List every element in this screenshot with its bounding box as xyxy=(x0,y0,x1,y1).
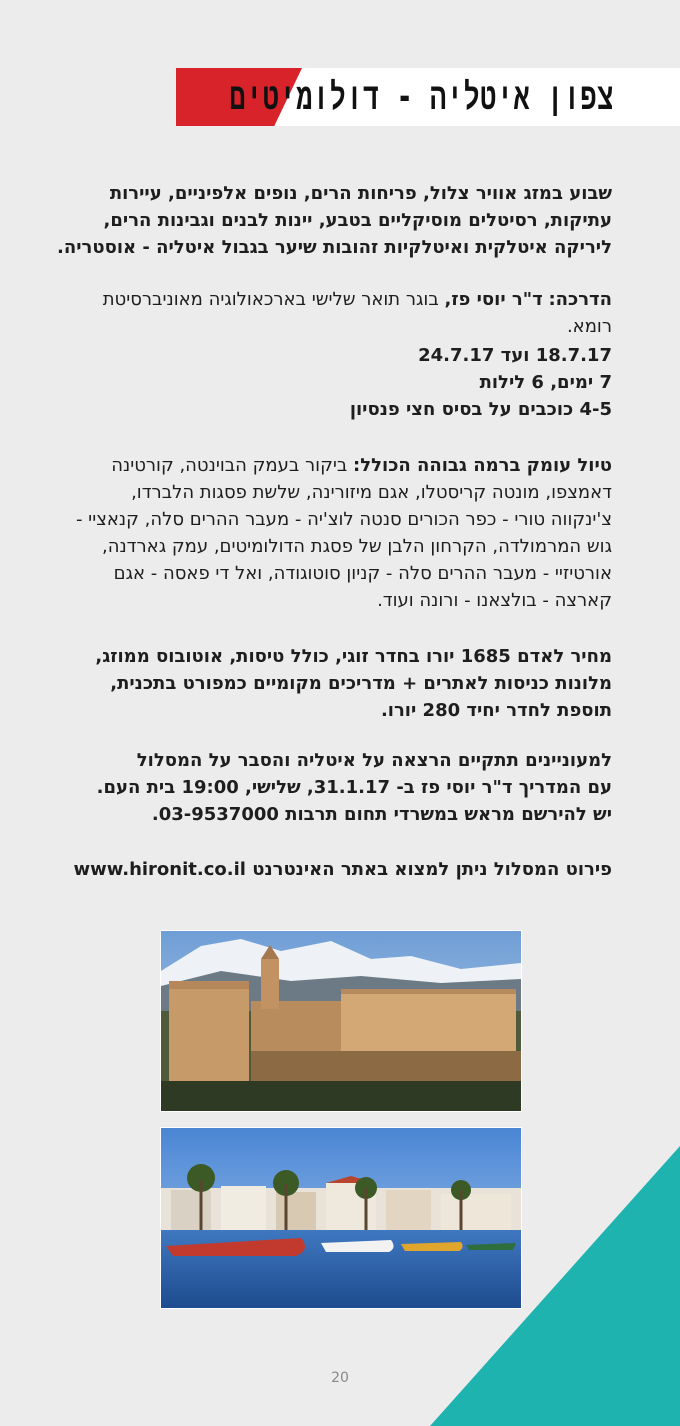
trip-duration: 7 ימים, 6 לילות xyxy=(479,372,612,393)
route-label: טיול עומק ברמה גבוהה הכולל: xyxy=(353,455,612,476)
price-paragraph: מחיר לאדם 1685 יורו בחדר זוגי, כולל טיסות, אוטובוס ממוזג, מלונות כניסות לאתרים + מדריכים מקומיים כמפורט בתכנית, תוספת לחדר יחיד 280 יורו. xyxy=(95,646,612,721)
lecture-line-2: עם המדריך ד"ר יוסי פז ב- 31.1.17, שלישי, 19:00 בית העם. xyxy=(96,777,612,798)
website-line xyxy=(52,856,612,883)
guide-paragraph xyxy=(52,286,612,340)
lecture-paragraph xyxy=(52,747,612,828)
trip-details xyxy=(212,342,612,423)
trip-hotel: 4-5 כוכבים על בסיס חצי פנסיון xyxy=(349,399,612,420)
website-url[interactable]: www.hironit.co.il xyxy=(73,859,246,880)
guide-description: בוגר תואר שלישי בארכאולוגיה מאוניברסיטת רומא. xyxy=(102,289,612,337)
photo-harbour-boats xyxy=(160,1127,522,1309)
route-paragraph xyxy=(67,452,612,614)
photo-palace-mountains xyxy=(160,930,522,1112)
trip-dates: 18.7.17 ועד 24.7.17 xyxy=(418,345,612,366)
page-title: צפון איטליה - דולומיטים xyxy=(229,75,614,118)
intro-paragraph: שבוע במזג אוויר צלול, פריחות הרים, נופים אלפיניים, עיירות עתיקות, רסיטלים מוסיקליים בטבע, יינות לבנים וגבינות הרים, ליריקה איטלקית ואיטלקיות זהובות שיער בגבול איטליה - אוסטריה. xyxy=(57,183,612,258)
lecture-line-1: למעוניינים תתקיים הרצאה על איטליה והסבר על המסלול xyxy=(136,750,612,771)
lecture-line-3: יש להירשם מראש במשרדי תחום תרבות 03-9537000. xyxy=(151,804,612,825)
route-text: ביקור בעמק הבוינטה, קורטינה דאמצפו, מונטה קריסטלו, אגם מיזורינה, שלשת פסגות הלברדו, צ'ינקווה טורי - כפר הכורים סנטה לוצ'יה - מעבר ההרים סלה, קנאציי - גוש המרמולדה, הקרחון הלבן של פסגת הדולומיטים, עמק גארדנה, אורטיזיי - מעבר ההרים סלה - קניון סוטוגודה, ואל די פאסה - אגם קארצה - בולצאנו - ורונה ועוד. xyxy=(75,455,612,611)
website-text: פירוט המסלול ניתן למצוא באתר האינטרנט xyxy=(252,859,612,880)
guide-name: ד"ר יוסי פז, xyxy=(444,289,543,310)
guide-label: הדרכה: xyxy=(548,289,612,310)
page-number: 20 xyxy=(331,1370,349,1386)
